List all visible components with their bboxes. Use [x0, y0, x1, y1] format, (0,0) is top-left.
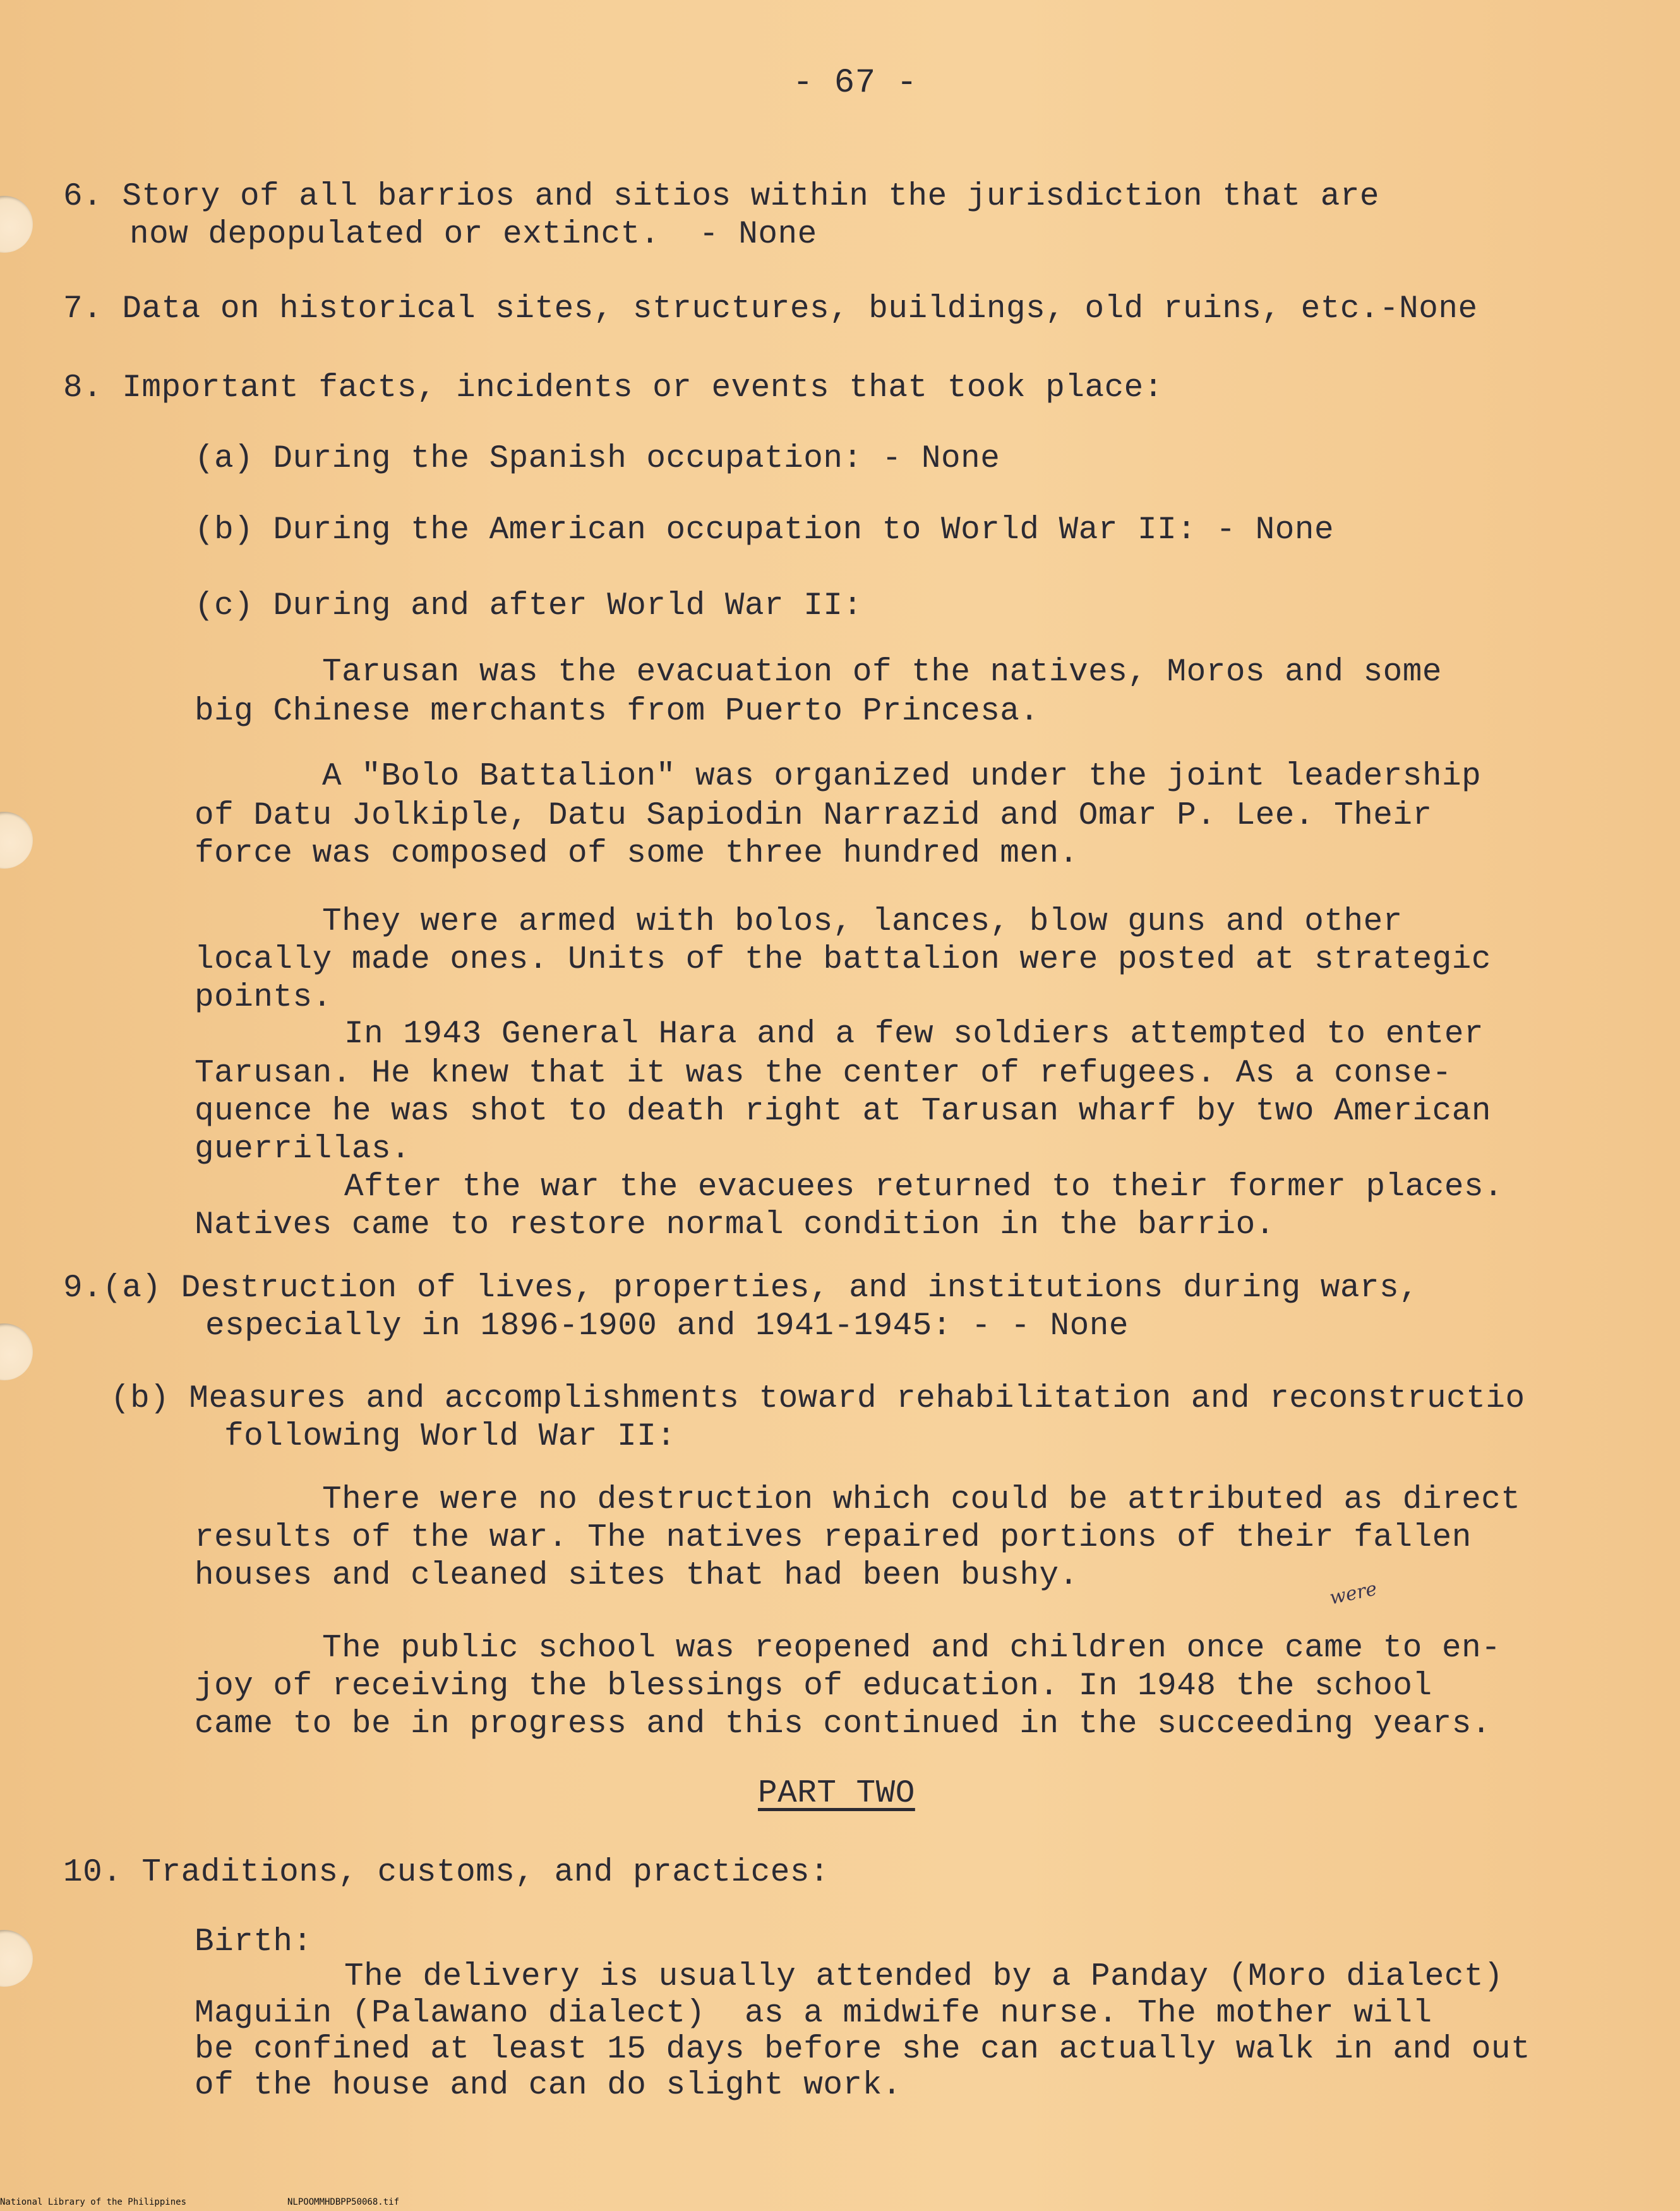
item-8: 8. Important facts, incidents or events that took place: — [63, 370, 1163, 406]
para-5-line-3: came to be in progress and this continued in the succeeding years. — [195, 1706, 1491, 1742]
birth-line-1: The delivery is usually attended by a Panday (Moro dialect) — [344, 1959, 1504, 1995]
para-5-line-1: The public school was reopened and children once came to en- — [322, 1630, 1501, 1666]
item-9a-line-1: 9.(a) Destruction of lives, properties, and institutions during wars, — [63, 1270, 1419, 1306]
item-8a: (a) During the Spanish occupation: - None — [195, 441, 1000, 477]
para-3-line-1: They were armed with bolos, lances, blow guns and other — [322, 904, 1403, 940]
birth-line-2: Maguiin (Palawano dialect) as a midwife nurse. The mother will — [195, 1996, 1432, 2032]
footer-source: National Library of the Philippines — [0, 2197, 187, 2207]
item-9a-line-2: especially in 1896-1900 and 1941-1945: - - None — [205, 1308, 1129, 1344]
item-6-line-2: now depopulated or extinct. - None — [129, 217, 817, 253]
part-two-heading: PART TWO — [758, 1776, 915, 1812]
para-3-line-6: quence he was shot to death right at Tarusan wharf by two American — [195, 1093, 1491, 1130]
para-3-line-7: guerrillas. — [195, 1131, 411, 1167]
para-3-line-8: After the war the evacuees returned to their former places. — [344, 1169, 1504, 1205]
para-4-line-3: houses and cleaned sites that had been bushy. — [195, 1558, 1079, 1594]
para-3-line-2: locally made ones. Units of the battalion were posted at strategic — [195, 942, 1491, 978]
para-3-line-4: In 1943 General Hara and a few soldiers attempted to enter — [344, 1016, 1484, 1052]
para-3-line-9: Natives came to restore normal condition in the barrio. — [195, 1207, 1275, 1243]
handwritten-insertion: were — [1328, 1577, 1379, 1610]
birth-line-3: be confined at least 15 days before she can actually walk in and out — [195, 2032, 1531, 2068]
page-number: - 67 - — [793, 64, 918, 102]
birth-heading: Birth: — [195, 1924, 313, 1960]
para-2-line-1: A "Bolo Battalion" was organized under the joint leadership — [322, 759, 1482, 795]
para-5-line-2: joy of receiving the blessings of education. In 1948 the school — [195, 1668, 1432, 1704]
birth-line-4: of the house and can do slight work. — [195, 2068, 902, 2104]
para-1-line-2: big Chinese merchants from Puerto Princesa. — [195, 694, 1040, 730]
item-7: 7. Data on historical sites, structures, buildings, old ruins, etc.-None — [63, 291, 1478, 327]
item-8b: (b) During the American occupation to World War II: - None — [195, 512, 1335, 548]
para-4-line-1: There were no destruction which could be attributed as direct — [322, 1482, 1521, 1518]
para-2-line-2: of Datu Jolkiple, Datu Sapiodin Narrazid and Omar P. Lee. Their — [195, 798, 1432, 834]
para-1-line-1: Tarusan was the evacuation of the natives, Moros and some — [322, 654, 1442, 690]
para-2-line-3: force was composed of some three hundred men. — [195, 836, 1079, 872]
item-9b-line-1: (b) Measures and accomplishments toward rehabilitation and reconstructio — [111, 1381, 1525, 1417]
item-6-line-1: 6. Story of all barrios and sitios within the jurisdiction that are — [63, 179, 1380, 215]
para-3-line-5: Tarusan. He knew that it was the center of refugees. As a conse- — [195, 1056, 1452, 1092]
para-4-line-2: results of the war. The natives repaired portions of their fallen — [195, 1520, 1472, 1556]
item-9b-line-2: following World War II: — [224, 1419, 676, 1455]
item-8c: (c) During and after World War II: — [195, 588, 863, 624]
item-10: 10. Traditions, customs, and practices: — [63, 1855, 830, 1891]
para-3-line-3: points. — [195, 980, 332, 1016]
footer-file: NLPOOMMHDBPP50068.tif — [287, 2197, 400, 2207]
